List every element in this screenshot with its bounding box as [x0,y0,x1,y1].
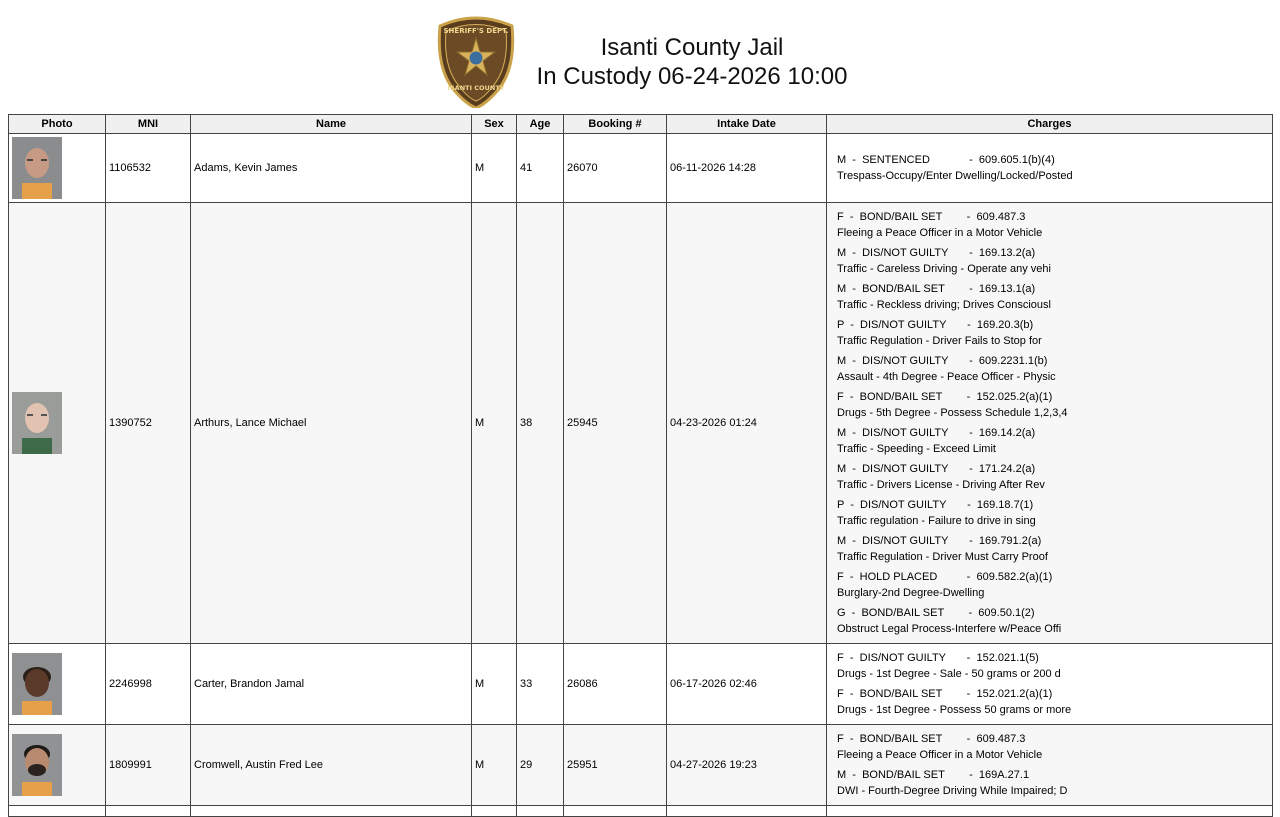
charge-status: DIS/NOT GUILTY [859,652,947,664]
charge-description: Traffic - Careless Driving - Operate any vehi [837,263,1051,275]
charge-description: Traffic Regulation - Driver Must Carry Proof [837,551,1048,563]
charges-cell [827,203,1273,644]
charge-status: DIS/NOT GUILTY [860,319,947,331]
charge-entry [833,729,1269,765]
name-cell: Carter, Brandon Jamal [191,644,472,725]
mni-cell: 1106532 [106,134,191,203]
charge-statute: 609.487.3 [976,211,1026,223]
charge-status-line: F - BOND/BAIL SET - 152.025.2(a)(1) [837,391,1053,403]
charge-level: M [837,535,847,547]
table-row [9,644,1273,725]
charge-level: M [837,427,847,439]
column-header-photo[interactable]: Photo [9,115,106,134]
charge-entry [833,423,1269,459]
charges-cell [827,806,1273,817]
table-row [9,725,1273,806]
charge-description: Traffic Regulation - Driver Fails to Stop for [837,335,1042,347]
charge-description: Drugs - 5th Degree - Possess Schedule 1,2,3,4 [837,407,1068,419]
charge-description: Assault - 4th Degree - Peace Officer - Physic [837,371,1056,383]
custody-timestamp: In Custody 06-24-2026 10:00 [536,63,848,90]
charge-status: BOND/BAIL SET [862,283,945,295]
charge-level: F [837,733,844,745]
charge-status: DIS/NOT GUILTY [862,463,949,475]
booking-cell [564,806,667,817]
mni-cell: 2246998 [106,644,191,725]
intake-cell: 06-17-2026 02:46 [667,644,827,725]
charge-statute: 169.13.1(a) [978,283,1036,295]
charge-status-line: F - BOND/BAIL SET - 609.487.3 [837,211,1026,223]
charge-level: F [837,571,844,583]
booking-cell: 26070 [564,134,667,203]
column-header-age[interactable]: Age [517,115,564,134]
svg-text:ISANTI COUNTY: ISANTI COUNTY [447,84,505,92]
charge-description: Fleeing a Peace Officer in a Motor Vehicle [837,227,1043,239]
charges-cell [827,725,1273,806]
charge-statute: 169.13.2(a) [978,247,1036,259]
column-header-mni[interactable]: MNI [106,115,191,134]
charge-description: Traffic regulation - Failure to drive in sing [837,515,1036,527]
booking-cell: 25951 [564,725,667,806]
age-cell: 33 [517,644,564,725]
custody-table [8,114,1273,817]
charge-level: P [837,319,845,331]
sex-cell [472,806,517,817]
charges-cell [827,644,1273,725]
intake-cell: 04-27-2026 19:23 [667,725,827,806]
jail-name: Isanti County Jail [600,34,784,61]
charge-statute: 609.487.3 [976,733,1026,745]
charge-entry [833,279,1269,315]
charge-entry [833,150,1269,186]
sex-cell: M [472,203,517,644]
column-header-booking[interactable]: Booking # [564,115,667,134]
mugshot-image[interactable] [12,392,62,454]
charge-level: M [837,769,847,781]
sex-cell: M [472,134,517,203]
charge-entry [833,765,1269,801]
charge-level: F [837,652,844,664]
charge-status: BOND/BAIL SET [859,733,943,745]
charge-status: BOND/BAIL SET [862,769,945,781]
charge-entry [833,495,1269,531]
charge-level: F [837,391,844,403]
charge-status-line: M - BOND/BAIL SET - 169.13.1(a) [837,283,1036,295]
charge-statute: 169.791.2(a) [978,535,1042,547]
charge-entry [833,648,1269,684]
name-cell: Cromwell, Austin Fred Lee [191,725,472,806]
charge-entry [833,603,1269,639]
charge-status: DIS/NOT GUILTY [862,427,949,439]
charge-statute: 169.20.3(b) [976,319,1034,331]
charge-status-line: F - DIS/NOT GUILTY - 152.021.1(5) [837,652,1039,664]
intake-cell: 04-23-2026 01:24 [667,203,827,644]
charge-statute: 169A.27.1 [978,769,1030,781]
name-cell [191,806,472,817]
charge-entry [833,207,1269,243]
charge-level: M [837,247,847,259]
charge-status: DIS/NOT GUILTY [862,355,949,367]
charge-entry [833,243,1269,279]
mugshot-image[interactable] [12,653,62,715]
charge-status-line: F - BOND/BAIL SET - 152.021.2(a)(1) [837,688,1053,700]
name-cell: Adams, Kevin James [191,134,472,203]
charge-level: F [837,211,844,223]
photo-cell [9,203,106,644]
column-header-name[interactable]: Name [191,115,472,134]
charge-description: Obstruct Legal Process-Interfere w/Peace Offi [837,623,1062,635]
intake-cell [667,806,827,817]
charge-statute: 152.021.2(a)(1) [976,688,1053,700]
charge-statute: 609.50.1(2) [978,607,1035,619]
charge-entry [833,567,1269,603]
mni-cell: 1390752 [106,203,191,644]
column-header-charges[interactable]: Charges [827,115,1273,134]
charge-statute: 609.605.1(b)(4) [978,154,1055,166]
charge-entry [833,351,1269,387]
charge-status-line: M - DIS/NOT GUILTY - 169.791.2(a) [837,535,1042,547]
charge-statute: 609.582.2(a)(1) [976,571,1053,583]
charge-status: DIS/NOT GUILTY [862,535,949,547]
age-cell: 38 [517,203,564,644]
page-title [520,33,864,91]
booking-cell: 26086 [564,644,667,725]
sex-cell: M [472,644,517,725]
charge-description: Burglary-2nd Degree-Dwelling [837,587,985,599]
age-cell [517,806,564,817]
charge-status-line: M - SENTENCED - 609.605.1(b)(4) [837,154,1055,166]
charge-status: HOLD PLACED [859,571,938,583]
charge-status: BOND/BAIL SET [859,211,943,223]
charge-description: Traffic - Reckless driving; Drives Consciousl [837,299,1051,311]
table-row [9,806,1273,817]
charge-status-line: M - DIS/NOT GUILTY - 169.13.2(a) [837,247,1036,259]
mni-cell: 1809991 [106,725,191,806]
sex-cell: M [472,725,517,806]
photo-cell [9,725,106,806]
charge-entry [833,387,1269,423]
charge-level: G [837,607,846,619]
charge-level: M [837,154,847,166]
photo-cell [9,806,106,817]
photo-cell [9,134,106,203]
age-cell: 41 [517,134,564,203]
charge-status-line: F - HOLD PLACED - 609.582.2(a)(1) [837,571,1053,583]
charge-status-line: F - BOND/BAIL SET - 609.487.3 [837,733,1026,745]
charge-description: Fleeing a Peace Officer in a Motor Vehicle [837,749,1043,761]
page-header [0,0,1280,114]
charge-entry [833,684,1269,720]
charge-statute: 169.14.2(a) [978,427,1036,439]
charge-entry [833,531,1269,567]
charge-status-line: M - BOND/BAIL SET - 169A.27.1 [837,769,1030,781]
charge-status: BOND/BAIL SET [859,688,943,700]
charge-statute: 152.025.2(a)(1) [976,391,1053,403]
table-row [9,134,1273,203]
charge-status-line: M - DIS/NOT GUILTY - 169.14.2(a) [837,427,1036,439]
charge-status-line: M - DIS/NOT GUILTY - 609.2231.1(b) [837,355,1048,367]
charge-description: Traffic - Speeding - Exceed Limit [837,443,996,455]
charge-status: BOND/BAIL SET [861,607,945,619]
charge-status-line: G - BOND/BAIL SET - 609.50.1(2) [837,607,1035,619]
charge-entry [833,459,1269,495]
charge-status: DIS/NOT GUILTY [862,247,949,259]
charge-status-line: P - DIS/NOT GUILTY - 169.20.3(b) [837,319,1034,331]
table-row [9,203,1273,644]
charge-level: M [837,463,847,475]
sheriff-badge-icon [436,12,516,108]
svg-text:SHERIFF'S DEPT.: SHERIFF'S DEPT. [443,27,509,35]
booking-cell: 25945 [564,203,667,644]
charges-cell [827,134,1273,203]
intake-cell: 06-11-2026 14:28 [667,134,827,203]
charge-description: Trespass-Occupy/Enter Dwelling/Locked/Posted [837,170,1073,182]
photo-cell [9,644,106,725]
charge-statute: 171.24.2(a) [978,463,1036,475]
charge-statute: 169.18.7(1) [976,499,1034,511]
charge-level: F [837,688,844,700]
charge-description: Traffic - Drivers License - Driving After Rev [837,479,1045,491]
mni-cell [106,806,191,817]
charge-statute: 152.021.1(5) [976,652,1039,664]
charge-status: BOND/BAIL SET [859,391,943,403]
charge-level: M [837,355,847,367]
charge-level: P [837,499,845,511]
charge-status: DIS/NOT GUILTY [860,499,947,511]
table-header-row [9,115,1273,134]
charge-entry [833,315,1269,351]
mugshot-image[interactable] [12,137,62,199]
age-cell: 29 [517,725,564,806]
charge-description: Drugs - 1st Degree - Possess 50 grams or more [837,704,1072,716]
charge-description: Drugs - 1st Degree - Sale - 50 grams or 200 d [837,668,1061,680]
charge-status-line: M - DIS/NOT GUILTY - 171.24.2(a) [837,463,1036,475]
charge-statute: 609.2231.1(b) [978,355,1048,367]
name-cell: Arthurs, Lance Michael [191,203,472,644]
charge-status: SENTENCED [862,154,930,166]
column-header-sex[interactable]: Sex [472,115,517,134]
charge-level: M [837,283,847,295]
charge-status-line: P - DIS/NOT GUILTY - 169.18.7(1) [837,499,1034,511]
mugshot-image[interactable] [12,734,62,796]
charge-description: DWI - Fourth-Degree Driving While Impaired; D [837,785,1068,797]
column-header-intake[interactable]: Intake Date [667,115,827,134]
